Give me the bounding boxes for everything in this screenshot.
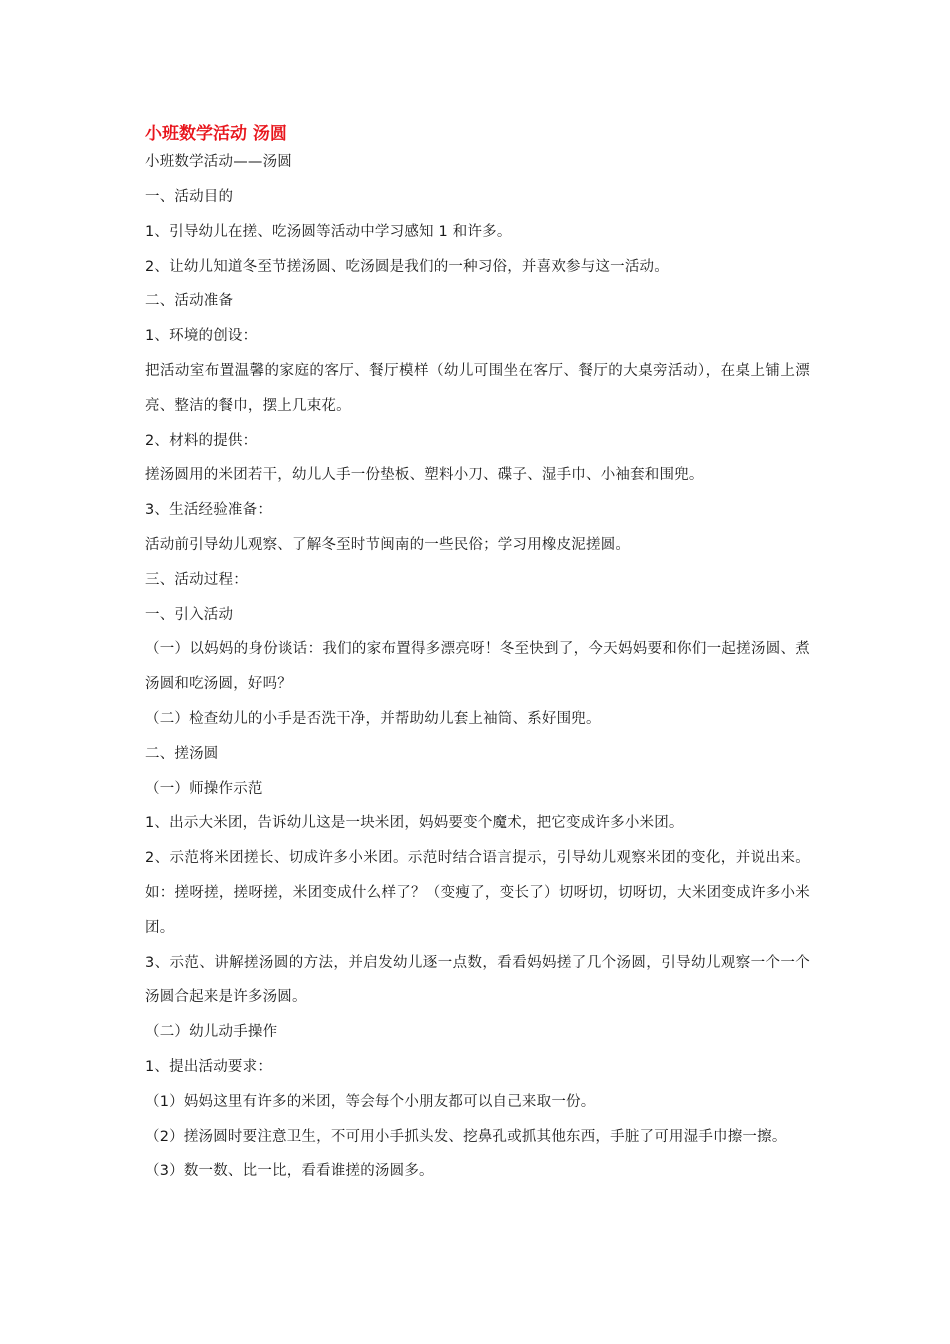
paragraph: 1、提出活动要求： bbox=[145, 1058, 273, 1075]
paragraph: 2、材料的提供： bbox=[145, 432, 258, 449]
paragraph: 1、出示大米团，告诉幼儿这是一块米团，妈妈要变个魔术，把它变成许多小米团。 bbox=[145, 815, 684, 832]
section-heading: （一）师操作示范 bbox=[145, 780, 263, 797]
section-heading: 一、引入活动 bbox=[145, 606, 234, 623]
paragraph: 3、示范、讲解搓汤圆的方法，并启发幼儿逐一点数，看看妈妈搓了几个汤圆，引导幼儿观察一个一个汤圆合起来是许多汤圆。 bbox=[145, 954, 810, 1006]
paragraph: （3）数一数、比一比，看看谁搓的汤圆多。 bbox=[145, 1163, 434, 1180]
section-heading: 一、活动目的 bbox=[145, 189, 234, 205]
document-page bbox=[145, 122, 810, 1189]
paragraph: 1、环境的创设： bbox=[145, 328, 258, 345]
paragraph: 搓汤圆用的米团若干，幼儿人手一份垫板、塑料小刀、碟子、湿手巾、小袖套和围兜。 bbox=[145, 467, 704, 484]
paragraph-subtitle: 小班数学活动——汤圆 bbox=[145, 154, 292, 170]
section-heading: 二、活动准备 bbox=[145, 293, 234, 310]
section-heading: （二）幼儿动手操作 bbox=[145, 1024, 278, 1041]
section-heading: 二、搓汤圆 bbox=[145, 745, 219, 762]
paragraph: 3、生活经验准备： bbox=[145, 502, 273, 519]
paragraph: 2、让幼儿知道冬至节搓汤圆、吃汤圆是我们的一种习俗，并喜欢参与这一活动。 bbox=[145, 258, 669, 275]
paragraph: 把活动室布置温馨的家庭的客厅、餐厅模样（幼儿可围坐在客厅、餐厅的大桌旁活动），在桌上铺上漂亮、整洁的餐巾，摆上几束花。 bbox=[145, 362, 810, 414]
section-heading: 三、活动过程： bbox=[145, 571, 248, 588]
document-title: 小班数学活动 汤圆 bbox=[145, 124, 287, 144]
paragraph: 2、示范将米团搓长、切成许多小米团。示范时结合语言提示，引导幼儿观察米团的变化，并说出来。如：搓呀搓，搓呀搓，米团变成什么样了？（变瘦了，变长了）切呀切，切呀切，大米团变成许多小米团。 bbox=[145, 850, 810, 936]
paragraph: 1、引导幼儿在搓、吃汤圆等活动中学习感知 1 和许多。 bbox=[145, 223, 512, 240]
paragraph: 活动前引导幼儿观察、了解冬至时节闽南的一些民俗；学习用橡皮泥搓圆。 bbox=[145, 536, 631, 553]
paragraph: （2）搓汤圆时要注意卫生，不可用小手抓头发、挖鼻孔或抓其他东西，手脏了可用湿手巾擦一擦。 bbox=[145, 1128, 787, 1145]
paragraph: （二）检查幼儿的小手是否洗干净，并帮助幼儿套上袖筒、系好围兜。 bbox=[145, 710, 601, 727]
paragraph: （一）以妈妈的身份谈话：我们的家布置得多漂亮呀！冬至快到了，今天妈妈要和你们一起搓汤圆、煮汤圆和吃汤圆，好吗？ bbox=[145, 641, 810, 693]
paragraph: （1）妈妈这里有许多的米团，等会每个小朋友都可以自己来取一份。 bbox=[145, 1093, 596, 1110]
